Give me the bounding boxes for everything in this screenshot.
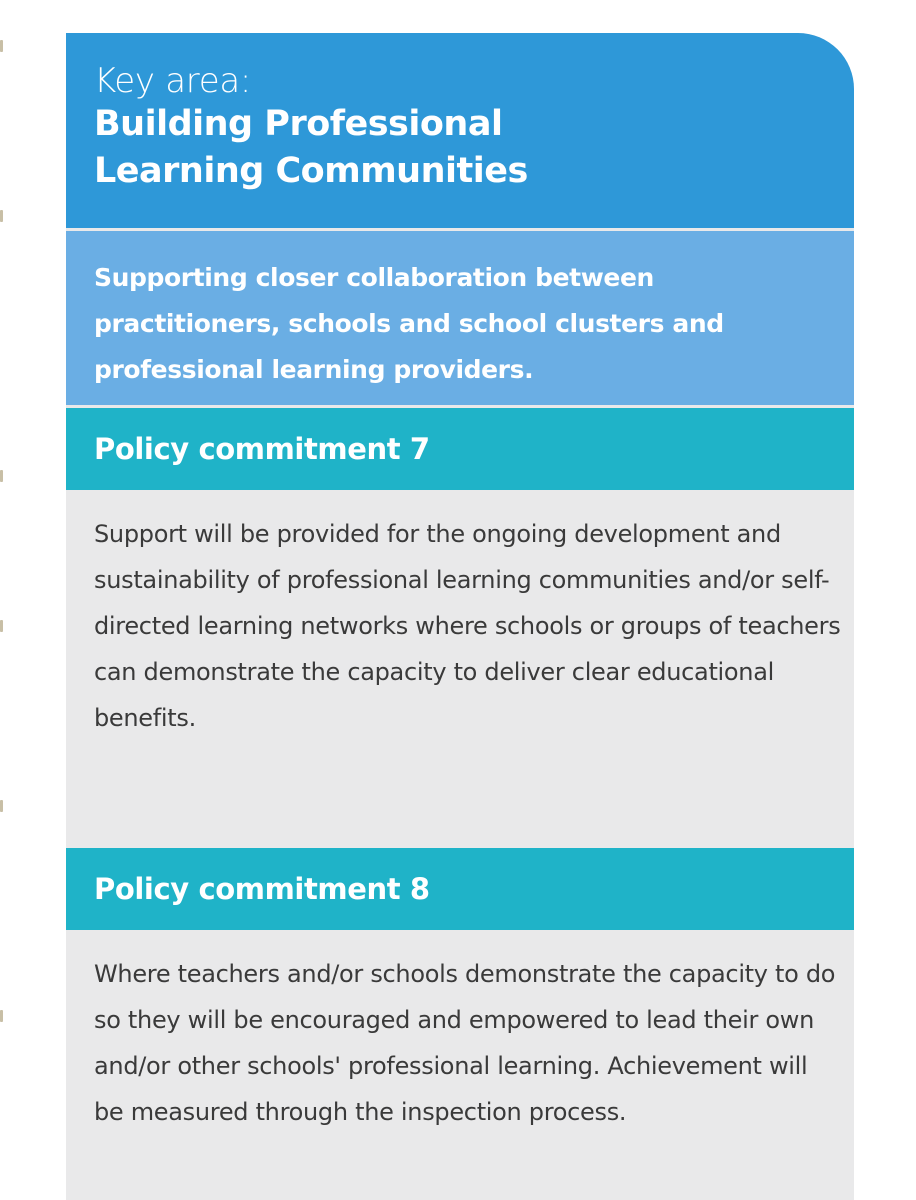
title-line-2: Learning Communities xyxy=(94,151,528,191)
policy-commitment-8-heading: Policy commitment 8 xyxy=(66,848,854,930)
key-area-title xyxy=(94,101,854,195)
key-area-summary: Supporting closer collaboration between practitioners, schools and school clusters and professional learning providers. xyxy=(66,231,854,405)
key-area-card xyxy=(66,33,854,1200)
policy-commitment-7-body: Support will be provided for the ongoing development and sustainability of professional learning communities and/or self-directed learning networks where schools or groups of teachers can demonstrate the capacity to deliver clear educational benefits. xyxy=(94,520,841,732)
key-area-header xyxy=(66,33,854,228)
title-line-1: Building Professional xyxy=(94,104,503,144)
policy-commitment-8-body: Where teachers and/or schools demonstrate the capacity to do so they will be encouraged and empowered to lead their own and/or other schools' professional learning. Achievement will be measured through the inspection process. xyxy=(94,960,836,1126)
policy-commitment-7-heading: Policy commitment 7 xyxy=(66,408,854,490)
key-area-label: Key area: xyxy=(94,61,252,101)
page-edge-marks xyxy=(0,0,6,1200)
